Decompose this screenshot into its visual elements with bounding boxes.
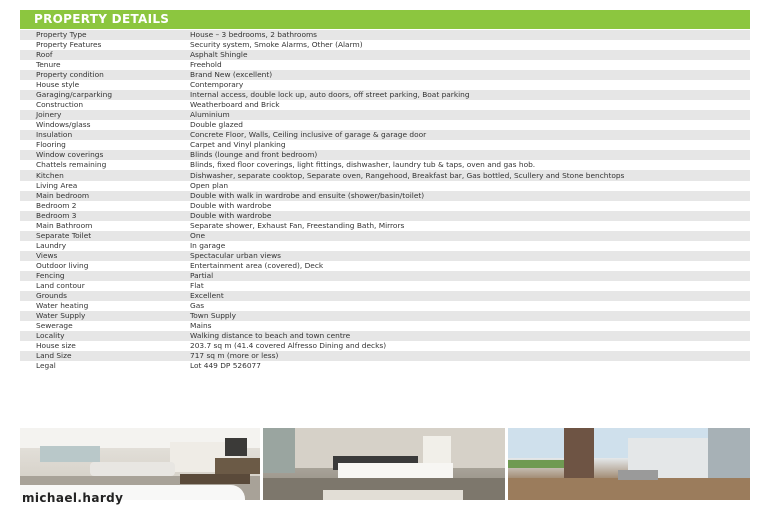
detail-row — [20, 211, 750, 221]
details-table — [20, 30, 750, 371]
detail-label: Garaging/carparking — [36, 90, 113, 99]
detail-value: Security system, Smoke Alarms, Other (Alarm) — [190, 40, 363, 49]
detail-label: Tenure — [36, 60, 61, 69]
detail-value: House – 3 bedrooms, 2 bathrooms — [190, 30, 318, 39]
detail-value: Brand New (excellent) — [190, 70, 273, 79]
detail-label: Fencing — [36, 270, 65, 280]
detail-label: Separate Toilet — [36, 230, 92, 240]
detail-label: Outdoor living — [36, 260, 89, 270]
detail-value: Mains — [190, 320, 212, 330]
detail-value: Aluminium — [190, 110, 230, 119]
detail-value: In garage — [190, 240, 226, 250]
detail-row — [20, 50, 750, 60]
detail-row — [20, 351, 750, 361]
detail-label: Construction — [36, 100, 84, 109]
detail-label: Legal — [36, 360, 56, 370]
detail-value: Weatherboard and Brick — [190, 100, 280, 109]
detail-row — [20, 181, 750, 191]
detail-row — [20, 170, 750, 181]
detail-value: Blinds (lounge and front bedroom) — [190, 150, 318, 159]
detail-value: Carpet and Vinyl planking — [190, 140, 286, 149]
brand-logo: michael.hardy — [0, 485, 245, 512]
detail-value: Double glazed — [190, 120, 243, 129]
detail-value: Excellent — [190, 290, 224, 300]
detail-row — [20, 100, 750, 110]
detail-row — [20, 321, 750, 331]
detail-label: Views — [36, 250, 58, 260]
detail-label: Insulation — [36, 130, 73, 139]
detail-label: Sewerage — [36, 320, 73, 330]
detail-label: House style — [36, 80, 80, 89]
detail-row — [20, 150, 750, 160]
detail-value: Lot 449 DP 526077 — [190, 360, 261, 370]
detail-label: Window coverings — [36, 150, 104, 159]
detail-value: Open plan — [190, 180, 229, 190]
detail-value: Double with walk in wardrobe and ensuite (shower/basin/toilet) — [190, 190, 425, 200]
detail-label: Flooring — [36, 140, 66, 149]
detail-row — [20, 40, 750, 50]
detail-label: Property Type — [36, 30, 87, 39]
detail-value: Entertainment area (covered), Deck — [190, 260, 324, 270]
detail-row — [20, 241, 750, 251]
detail-label: Main bedroom — [36, 190, 90, 200]
detail-value: One — [190, 230, 206, 240]
detail-row — [20, 311, 750, 321]
detail-row — [20, 30, 750, 40]
detail-label: Windows/glass — [36, 120, 91, 129]
detail-row — [20, 120, 750, 130]
detail-row — [20, 110, 750, 120]
detail-label: Main Bathroom — [36, 220, 93, 230]
detail-value: Separate shower, Exhaust Fan, Freestanding Bath, Mirrors — [190, 220, 405, 230]
detail-value: Contemporary — [190, 80, 244, 89]
detail-value: Dishwasher, separate cooktop, Separate oven, Rangehood, Breakfast bar, Gas bottled, Scullery and Stone benchtops — [190, 170, 625, 180]
detail-label: Bedroom 3 — [36, 210, 77, 220]
detail-row — [20, 301, 750, 311]
detail-row — [20, 331, 750, 341]
detail-label: Chattels remaining — [36, 160, 107, 169]
detail-value: Flat — [190, 280, 204, 290]
detail-label: Grounds — [36, 290, 68, 300]
detail-row — [20, 361, 750, 371]
detail-value: Walking distance to beach and town centre — [190, 330, 351, 340]
detail-row — [20, 70, 750, 80]
detail-row — [20, 261, 750, 271]
detail-row — [20, 191, 750, 201]
detail-row — [20, 271, 750, 281]
detail-value: Gas — [190, 300, 205, 310]
deck-photo — [508, 428, 750, 500]
detail-row — [20, 291, 750, 301]
detail-value: Town Supply — [190, 310, 237, 320]
detail-row — [20, 60, 750, 70]
detail-label: Locality — [36, 330, 65, 340]
detail-label: Water heating — [36, 300, 89, 310]
property-details-sheet — [20, 10, 750, 371]
detail-value: Double with wardrobe — [190, 200, 272, 210]
detail-value: Spectacular urban views — [190, 250, 281, 260]
detail-label: Laundry — [36, 240, 67, 250]
detail-value: Double with wardrobe — [190, 210, 272, 220]
detail-row — [20, 90, 750, 100]
detail-value: 717 sq m (more or less) — [190, 350, 279, 360]
detail-label: Bedroom 2 — [36, 200, 77, 210]
detail-row — [20, 221, 750, 231]
detail-row — [20, 281, 750, 291]
detail-row — [20, 140, 750, 150]
detail-label: Kitchen — [36, 170, 64, 180]
bedroom-photo — [263, 428, 505, 500]
detail-label: Living Area — [36, 180, 78, 190]
detail-value: 203.7 sq m (41.4 covered Alfresso Dining and decks) — [190, 340, 387, 350]
detail-label: House size — [36, 340, 76, 350]
detail-label: Water Supply — [36, 310, 86, 320]
detail-value: Freehold — [190, 60, 222, 69]
detail-label: Joinery — [36, 110, 62, 119]
detail-value: Internal access, double lock up, auto doors, off street parking, Boat parking — [190, 90, 470, 99]
detail-row — [20, 341, 750, 351]
detail-value: Asphalt Shingle — [190, 50, 248, 59]
detail-value: Partial — [190, 270, 214, 280]
detail-row — [20, 160, 750, 170]
detail-row — [20, 201, 750, 211]
detail-row — [20, 80, 750, 90]
detail-value: Concrete Floor, Walls, Ceiling inclusive of garage & garage door — [190, 130, 427, 139]
section-header: PROPERTY DETAILS — [20, 10, 750, 29]
detail-label: Property Features — [36, 40, 102, 49]
detail-row — [20, 231, 750, 241]
detail-label: Property condition — [36, 70, 104, 79]
detail-value: Blinds, fixed floor coverings, light fittings, dishwasher, laundry tub & taps, oven and gas hob. — [190, 160, 536, 169]
detail-label: Land Size — [36, 350, 72, 360]
detail-label: Land contour — [36, 280, 85, 290]
detail-row — [20, 251, 750, 261]
detail-row — [20, 130, 750, 140]
detail-label: Roof — [36, 50, 53, 59]
